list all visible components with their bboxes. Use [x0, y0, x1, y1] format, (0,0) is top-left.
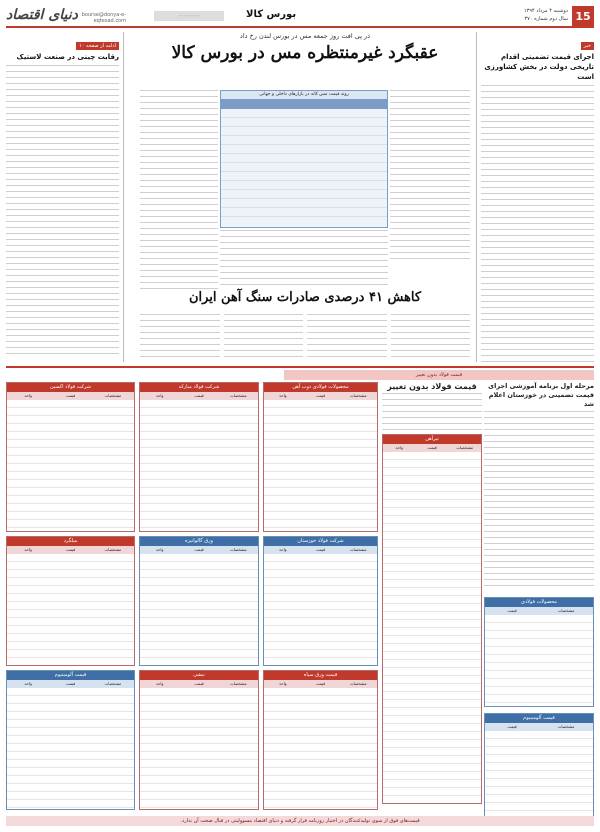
table-row	[221, 136, 387, 145]
pre-title: در پی افت روز جمعه مس در بورس لندن رخ داد	[239, 32, 371, 40]
price-section	[6, 366, 594, 826]
second-headline: کاهش ۴۱ درصدی صادرات سنگ آهن ایران	[188, 290, 422, 305]
issue-number: سال دوم شماره ۳۷۰	[524, 16, 568, 22]
table-row	[221, 145, 387, 154]
price-table: محصولات فولادی مشخصات قیمت	[484, 597, 594, 707]
table-row	[221, 172, 387, 181]
price-table-title: شرکت فولاد خوزستان	[264, 537, 377, 546]
price-table-title: نبشی	[140, 671, 258, 680]
right-price-column	[484, 382, 594, 826]
article-text-right	[390, 90, 470, 260]
price-intro-headline: قیمت فولاد بدون تغییر	[387, 382, 477, 391]
price-table: شرکت فولاد اکسین مشخصات قیمت واحد	[6, 382, 135, 532]
center-column	[140, 32, 470, 362]
issue-date: دوشنبه ۴ مرداد ۱۳۹۴	[523, 8, 568, 14]
price-table: تیرآهن مشخصات قیمت واحد	[382, 434, 482, 804]
price-table-title: تیرآهن	[383, 435, 481, 444]
footer-note: قیمت‌های فوق از سوی تولیدکنندگان در اختیار روزنامه قرار گرفته و دنیای اقتصاد مسوولیتی در قبال صحت آن ندارد.	[6, 816, 594, 826]
price-title-bar: قیمت فولاد بدون تغییر	[284, 370, 594, 380]
right-price-text	[484, 411, 594, 591]
price-table-title: شرکت فولاد اکسین	[7, 383, 134, 392]
page-header	[6, 6, 594, 28]
section-title: بورس کالا	[246, 9, 297, 20]
price-table-title: قیمت آلومینیوم	[7, 671, 134, 680]
table-row	[221, 109, 387, 118]
price-table: شرکت فولاد مبارکه مشخصات قیمت واحد	[139, 382, 259, 532]
table-row	[221, 190, 387, 199]
copper-price-table	[220, 90, 388, 228]
price-table-title: قیمت آلومینیوم	[485, 714, 593, 723]
copper-table-header	[221, 99, 387, 109]
right-kicker: خبر	[581, 42, 594, 50]
brand-logo: دنیای اقتصاد	[6, 7, 78, 23]
page-number: 15	[572, 6, 594, 28]
table-row	[221, 154, 387, 163]
table-row	[221, 163, 387, 172]
price-table-title: محصولات فولادی ذوب آهن	[264, 383, 377, 392]
price-table-title: میلگرد	[7, 537, 134, 546]
section-email: bourse@donya-e-eqtesad.com	[81, 12, 126, 24]
price-table-title: شرکت فولاد مبارکه	[140, 383, 258, 392]
article-text-middle	[220, 230, 388, 290]
right-price-headline: مرحله اول برنامه آموزشی اجرای قیمت تضمینی در خوزستان اعلام شد	[488, 382, 594, 408]
price-table: محصولات فولادی ذوب آهن مشخصات قیمت واحد	[263, 382, 378, 532]
price-table-title: محصولات فولادی	[485, 598, 593, 607]
copper-table-caption: روند قیمت مس کاتد در بازارهای داخلی و جهانی	[221, 91, 387, 99]
price-table: قیمت آلومینیوم مشخصات قیمت	[484, 713, 594, 823]
right-column	[476, 32, 594, 362]
price-table: نبشی مشخصات قیمت واحد	[139, 670, 259, 810]
barcode: ۰۰۰۰۰۰۰۰	[154, 11, 224, 21]
right-body-text	[481, 85, 594, 375]
price-table: شرکت فولاد خوزستان مشخصات قیمت واحد	[263, 536, 378, 666]
left-headline: رقابت چینی در صنعت لاستیک	[16, 53, 119, 61]
main-title: عقبگرد غیرمنتظره مس در بورس کالا	[171, 43, 439, 63]
price-table: ورق گالوانیزه مشخصات قیمت واحد	[139, 536, 259, 666]
masthead	[6, 6, 126, 26]
table-row	[221, 208, 387, 217]
price-table: قیمت ورق سیاه مشخصات قیمت واحد	[263, 670, 378, 810]
price-table-title: ورق گالوانیزه	[140, 537, 258, 546]
second-article-text	[140, 314, 470, 362]
table-row	[221, 127, 387, 136]
table-row	[221, 181, 387, 190]
left-column	[6, 32, 124, 362]
price-intro	[382, 382, 482, 433]
table-row	[221, 199, 387, 208]
right-headline: اجرای قیمت تضمینی اقدام تاریخی دولت در بخش کشاورزی است	[484, 53, 594, 81]
left-body-text	[6, 65, 119, 355]
price-table: میلگرد مشخصات قیمت واحد	[6, 536, 135, 666]
price-table-title: قیمت ورق سیاه	[264, 671, 377, 680]
issue-info	[478, 7, 568, 23]
left-kicker: ادامه از صفحه ۱۰	[76, 42, 119, 50]
table-row	[221, 118, 387, 127]
price-table: قیمت آلومینیوم مشخصات قیمت واحد	[6, 670, 135, 810]
article-text-left	[140, 90, 218, 290]
